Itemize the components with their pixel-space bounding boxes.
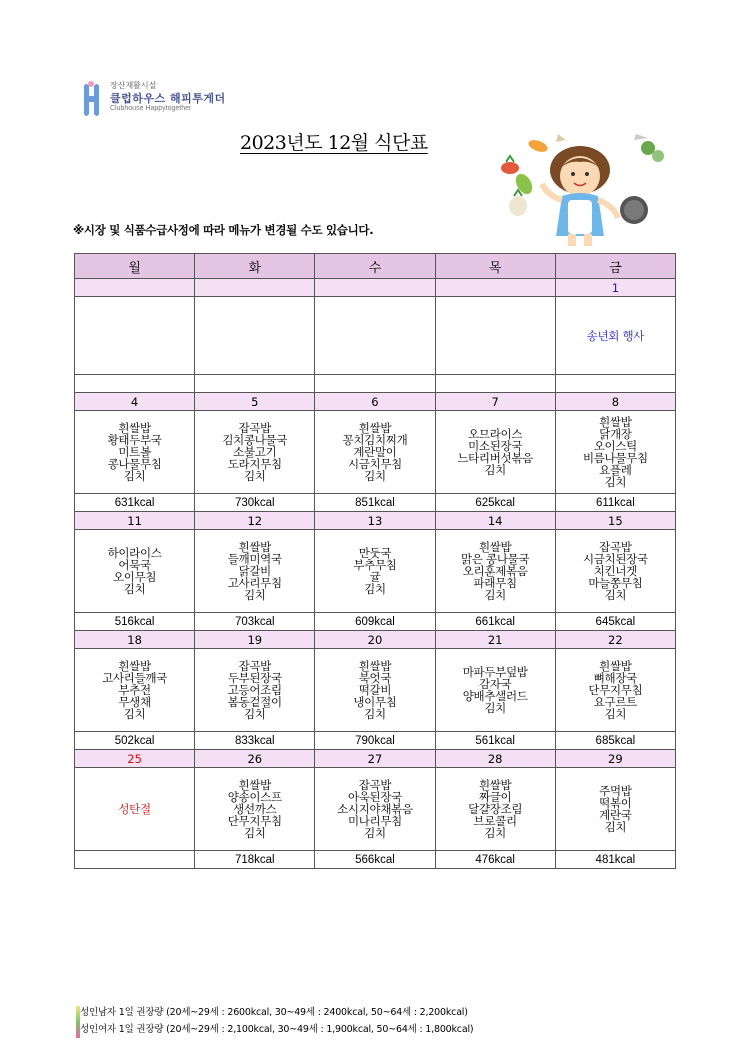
menu-cell [75, 768, 195, 851]
menu-item: 콩나물무침 [107, 457, 162, 471]
menu-item: 비름나물무침 [582, 451, 648, 465]
kcal-cell: 481kcal [555, 851, 675, 869]
menu-item: 고등어조림 [227, 683, 282, 697]
menu-item: 김치 [364, 469, 386, 483]
menu-item: 짜글이 [478, 790, 512, 804]
date-cell: 15 [555, 512, 675, 530]
logo-english: Clubhouse Happytogether [110, 105, 192, 112]
menu-item: 하이라이스 [107, 546, 162, 560]
menu-item: 김치 [604, 707, 627, 721]
kcal-cell: 703kcal [195, 613, 315, 631]
menu-cell [435, 649, 555, 732]
menu-item: 떡볶이 [599, 796, 632, 810]
kcal-cell: 685kcal [555, 732, 675, 750]
menu-item: 김치 [123, 707, 146, 721]
logo-name: 클럽하우스 해피투게더 [110, 92, 226, 105]
menu-item: 마늘쫑무침 [588, 576, 643, 590]
date-cell: 1 [555, 279, 675, 297]
menu-change-notice: ※시장 및 식품수급사정에 따라 메뉴가 변경될 수도 있습니다. [73, 223, 374, 237]
date-cell: 7 [435, 393, 555, 411]
date-row [75, 631, 676, 649]
kcal-row [75, 375, 676, 393]
menu-item: 오므라이스 [468, 427, 523, 441]
date-cell: 25 [75, 750, 195, 768]
menu-item: 생선까스 [233, 802, 277, 816]
menu-row [75, 649, 676, 732]
menu-item: 잡곡밥 [599, 540, 632, 554]
menu-item: 브로콜리 [473, 814, 517, 828]
date-cell [315, 279, 435, 297]
menu-item: 부추무침 [353, 558, 397, 572]
kcal-cell: 645kcal [555, 613, 675, 631]
menu-cell [315, 530, 435, 613]
menu-item: 오이스틱 [593, 439, 637, 453]
menu-row [75, 411, 676, 494]
date-cell: 12 [195, 512, 315, 530]
recommended-intake [80, 1004, 473, 1038]
menu-item: 김치 [123, 469, 146, 483]
menu-item: 뼈해장국 [593, 671, 637, 685]
weekday-header: 금 [555, 254, 675, 279]
menu-item: 달걀장조림 [468, 802, 523, 816]
date-cell: 20 [315, 631, 435, 649]
menu-item: 부추전 [118, 683, 151, 697]
menu-cell [75, 530, 195, 613]
menu-item: 김치 [243, 588, 266, 602]
kcal-cell: 851kcal [315, 494, 435, 512]
kcal-cell: 631kcal [75, 494, 195, 512]
kcal-row [75, 494, 676, 512]
weekday-header: 수 [315, 254, 435, 279]
menu-cell [435, 530, 555, 613]
menu-item: 김치 [364, 582, 386, 596]
kcal-row [75, 851, 676, 869]
menu-item: 김치 [484, 826, 506, 840]
menu-item: 시금치무침 [347, 457, 402, 471]
menu-item: 맑은 콩나물국 [461, 552, 530, 566]
menu-item: 김치 [364, 826, 386, 840]
date-row [75, 393, 676, 411]
kcal-cell: 476kcal [435, 851, 555, 869]
menu-item: 북엇국 [358, 671, 392, 685]
menu-item: 김치 [123, 582, 146, 596]
menu-item: 계란국 [599, 808, 632, 822]
menu-item: 김치 [604, 588, 627, 602]
menu-item: 잡곡밥 [238, 421, 271, 435]
menu-cell [195, 530, 315, 613]
menu-item: 양배추샐러드 [462, 689, 528, 703]
date-cell [75, 279, 195, 297]
menu-item: 송년회 행사 [586, 328, 645, 343]
menu-table-body [75, 279, 676, 869]
menu-cell [195, 411, 315, 494]
menu-item: 미트볼 [118, 445, 151, 459]
kcal-row [75, 732, 676, 750]
menu-item: 양송이스프 [227, 790, 282, 804]
menu-item: 아욱된장국 [347, 790, 402, 804]
date-cell: 19 [195, 631, 315, 649]
menu-cell [315, 411, 435, 494]
date-cell: 5 [195, 393, 315, 411]
menu-item: 소시지야채볶음 [337, 802, 413, 816]
date-cell: 28 [435, 750, 555, 768]
menu-item: 김치콩나물국 [222, 433, 288, 447]
menu-row [75, 768, 676, 851]
menu-item: 황태두부국 [107, 433, 162, 447]
menu-item: 흰쌀밥 [238, 540, 271, 554]
menu-item: 흰쌀밥 [478, 540, 512, 554]
menu-item: 단무지무침 [227, 814, 282, 828]
monthly-menu-table [74, 253, 676, 869]
menu-item: 오이무침 [112, 570, 157, 584]
menu-item: 주먹밥 [599, 784, 632, 798]
menu-cell [315, 649, 435, 732]
menu-item: 김치 [364, 707, 386, 721]
date-cell: 22 [555, 631, 675, 649]
weekday-header: 월 [75, 254, 195, 279]
kcal-cell: 718kcal [195, 851, 315, 869]
menu-item: 김치 [243, 469, 266, 483]
chef-girl-illustration-icon [498, 126, 670, 248]
date-row [75, 750, 676, 768]
menu-item: 흰쌀밥 [358, 421, 392, 435]
menu-cell [555, 297, 675, 375]
menu-item: 도라지무침 [227, 457, 282, 471]
date-cell: 18 [75, 631, 195, 649]
menu-cell [75, 297, 195, 375]
kcal-cell: 790kcal [315, 732, 435, 750]
menu-item: 시금치된장국 [582, 552, 648, 566]
menu-cell [555, 530, 675, 613]
menu-item: 오리훈제볶음 [462, 564, 528, 578]
date-cell: 26 [195, 750, 315, 768]
kcal-cell [195, 375, 315, 393]
kcal-cell: 625kcal [435, 494, 555, 512]
menu-item: 무생채 [118, 695, 151, 709]
weekday-header-row [75, 254, 676, 279]
menu-item: 어묵국 [118, 558, 151, 572]
menu-item: 마파두부덮밥 [462, 665, 528, 679]
recommended-intake-female: 성인여자 1일 권장량 (20세~29세 : 2,100kcal, 30~49세 : 1,900kcal, 50~64세 : 1,800kcal) [80, 1024, 474, 1035]
menu-item: 요플레 [599, 463, 632, 477]
menu-item: 감자국 [478, 677, 512, 691]
menu-item: 만둣국 [358, 546, 392, 560]
weekday-header: 화 [195, 254, 315, 279]
page-title: 2023년도 12월 식단표 [240, 132, 428, 154]
date-cell: 6 [315, 393, 435, 411]
menu-item: 소불고기 [233, 445, 277, 459]
kcal-cell: 730kcal [195, 494, 315, 512]
menu-item: 김치 [243, 826, 266, 840]
menu-item: 미소된장국 [468, 439, 523, 453]
date-cell: 4 [75, 393, 195, 411]
menu-item: 냉이무침 [353, 695, 397, 709]
menu-item: 느타리버섯볶음 [457, 451, 533, 465]
menu-row [75, 530, 676, 613]
menu-item: 흰쌀밥 [238, 778, 271, 792]
recommended-intake-male: 성인남자 1일 권장량 (20세~29세 : 2600kcal, 30~49세 : 2400kcal, 50~64세 : 2,200kcal) [80, 1007, 468, 1018]
kcal-cell: 502kcal [75, 732, 195, 750]
menu-item: 흰쌀밥 [599, 659, 632, 673]
menu-item: 봄동겉절이 [227, 695, 282, 709]
menu-item: 단무지무침 [588, 683, 643, 697]
date-row [75, 279, 676, 297]
kcal-cell: 661kcal [435, 613, 555, 631]
menu-item: 김치 [604, 475, 627, 489]
menu-cell [195, 649, 315, 732]
menu-item: 계란말이 [353, 445, 397, 459]
date-row [75, 512, 676, 530]
menu-item: 고사리들깨국 [102, 671, 168, 685]
menu-cell [555, 768, 675, 851]
menu-cell [315, 768, 435, 851]
date-cell: 11 [75, 512, 195, 530]
kcal-cell: 611kcal [555, 494, 675, 512]
menu-item: 성탄절 [118, 802, 151, 816]
menu-item: 치킨너겟 [593, 564, 637, 578]
date-cell: 14 [435, 512, 555, 530]
kcal-cell: 516kcal [75, 613, 195, 631]
logo-subtitle: 장산재활시설 [110, 81, 157, 90]
menu-item: 떡갈비 [358, 683, 392, 697]
menu-item: 김치 [484, 588, 506, 602]
facility-logo [80, 78, 240, 120]
menu-cell [75, 411, 195, 494]
menu-cell [435, 768, 555, 851]
menu-item: 흰쌀밥 [478, 778, 512, 792]
menu-item: 꽁치김치찌개 [342, 433, 408, 447]
date-cell [195, 279, 315, 297]
menu-item: 두부된장국 [227, 671, 282, 685]
menu-item: 김치 [243, 707, 266, 721]
menu-item: 잡곡밥 [358, 778, 392, 792]
menu-item: 미나리무침 [347, 814, 402, 828]
menu-item: 흰쌀밥 [118, 659, 151, 673]
kcal-cell: 561kcal [435, 732, 555, 750]
menu-cell [555, 649, 675, 732]
menu-item: 요구르트 [593, 695, 637, 709]
menu-item: 김치 [484, 701, 506, 715]
menu-item: 흰쌀밥 [358, 659, 392, 673]
kcal-cell: 566kcal [315, 851, 435, 869]
menu-cell [195, 768, 315, 851]
menu-item: 잡곡밥 [238, 659, 271, 673]
kcal-cell [75, 375, 195, 393]
kcal-cell [315, 375, 435, 393]
date-cell: 27 [315, 750, 435, 768]
menu-cell [75, 649, 195, 732]
menu-cell [435, 411, 555, 494]
menu-item: 닭개장 [599, 427, 632, 441]
menu-cell [555, 411, 675, 494]
date-cell: 13 [315, 512, 435, 530]
weekday-header: 목 [435, 254, 555, 279]
menu-cell [195, 297, 315, 375]
logo-h-icon [80, 80, 102, 118]
kcal-cell [555, 375, 675, 393]
date-cell: 21 [435, 631, 555, 649]
menu-item: 김치 [484, 463, 506, 477]
kcal-cell: 833kcal [195, 732, 315, 750]
kcal-row [75, 613, 676, 631]
menu-item: 파래무침 [473, 576, 517, 590]
menu-item: 들깨미역국 [227, 552, 282, 566]
kcal-cell: 609kcal [315, 613, 435, 631]
menu-item: 김치 [604, 820, 627, 834]
date-cell: 8 [555, 393, 675, 411]
menu-cell [435, 297, 555, 375]
menu-item: 귤 [369, 570, 381, 584]
kcal-cell [435, 375, 555, 393]
menu-item: 흰쌀밥 [599, 415, 632, 429]
menu-item: 흰쌀밥 [118, 421, 151, 435]
date-cell [435, 279, 555, 297]
menu-row [75, 297, 676, 375]
menu-item: 닭갈비 [238, 564, 271, 578]
menu-item: 고사리무침 [227, 576, 282, 590]
menu-cell [315, 297, 435, 375]
kcal-cell [75, 851, 195, 869]
date-cell: 29 [555, 750, 675, 768]
